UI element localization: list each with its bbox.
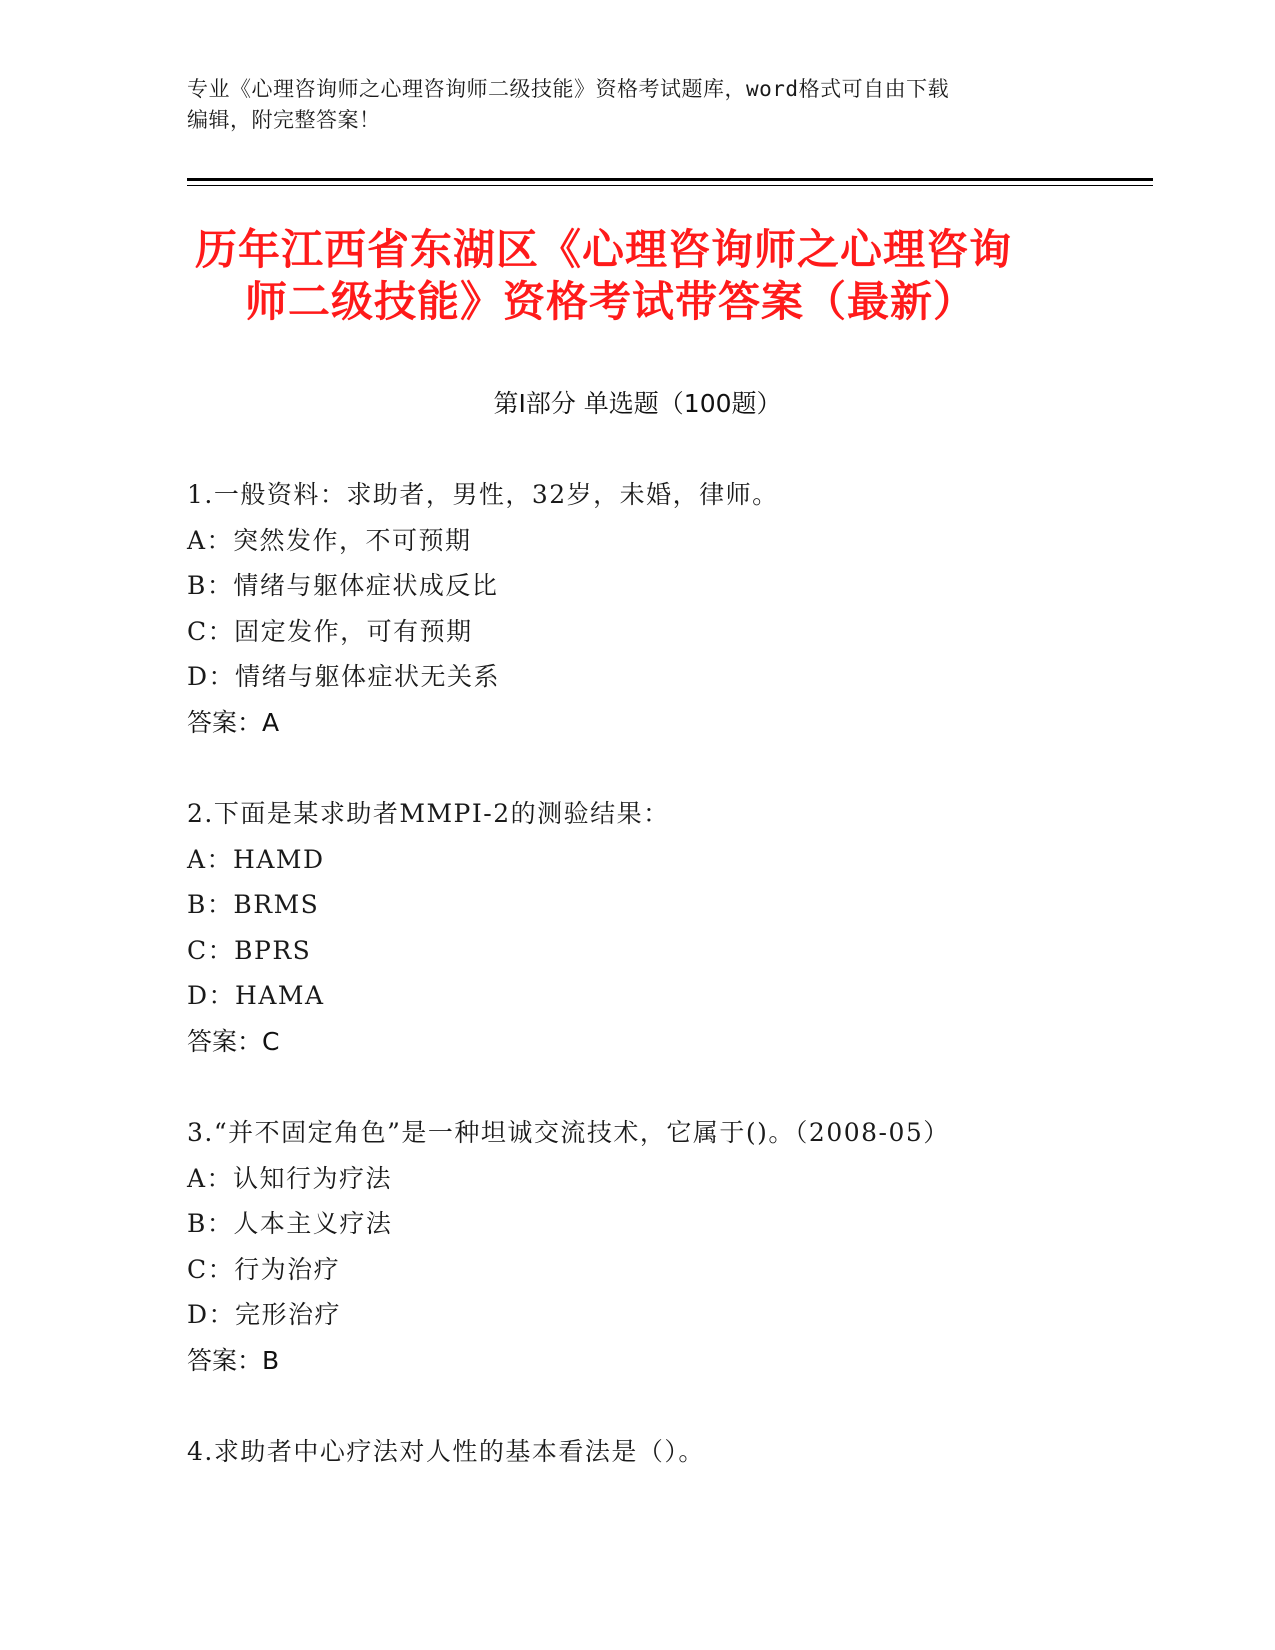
answer-label: 答案：B: [187, 1345, 280, 1375]
option-b: B：人本主义疗法: [187, 1209, 393, 1238]
question-stem: 1.一般资料：求助者，男性，32岁，未婚，律师。: [187, 480, 779, 509]
header-note: [187, 74, 1067, 136]
document-title-line1: 历年江西省东湖区《心理咨询师之心理咨询: [195, 225, 1013, 274]
header-note-line2: 编辑，附完整答案！: [187, 108, 381, 132]
option-d: D：完形治疗: [187, 1300, 342, 1329]
section-heading: 第Ⅰ部分 单选题（100题）: [493, 389, 782, 418]
header-note-line1: 专业《心理咨询师之心理咨询师二级技能》资格考试题库，word格式可自由下载: [187, 77, 950, 101]
answer-label: 答案：A: [187, 707, 280, 737]
header-divider-thin: [187, 185, 1153, 186]
option-b: B：情绪与躯体症状成反比: [187, 571, 499, 600]
option-a: A：认知行为疗法: [187, 1163, 393, 1193]
option-a: A：HAMD: [187, 844, 325, 874]
header-divider-thick: [187, 178, 1153, 181]
option-a: A：突然发作，不可预期: [187, 525, 472, 555]
option-c: C：BPRS: [187, 935, 312, 965]
document-title-line2: 师二级技能》资格考试带答案（最新）: [245, 277, 977, 326]
document-title: [195, 224, 1095, 328]
option-c: C：固定发作，可有预期: [187, 616, 473, 646]
question-3: [187, 1110, 1187, 1383]
question-2: [187, 791, 1187, 1064]
question-stem: 3.“并不固定角色”是一种坦诚交流技术，它属于()。（2008-05）: [187, 1118, 950, 1147]
question-4: [187, 1429, 1187, 1475]
answer-label: 答案：C: [187, 1026, 280, 1056]
question-stem: 4.求助者中心疗法对人性的基本看法是（）。: [187, 1437, 705, 1466]
question-stem: 2.下面是某求助者MMPI-2的测验结果：: [187, 799, 670, 828]
question-1: [187, 472, 1187, 745]
option-d: D：HAMA: [187, 981, 325, 1010]
option-d: D：情绪与躯体症状无关系: [187, 662, 501, 691]
option-c: C：行为治疗: [187, 1254, 341, 1284]
option-b: B：BRMS: [187, 890, 320, 919]
